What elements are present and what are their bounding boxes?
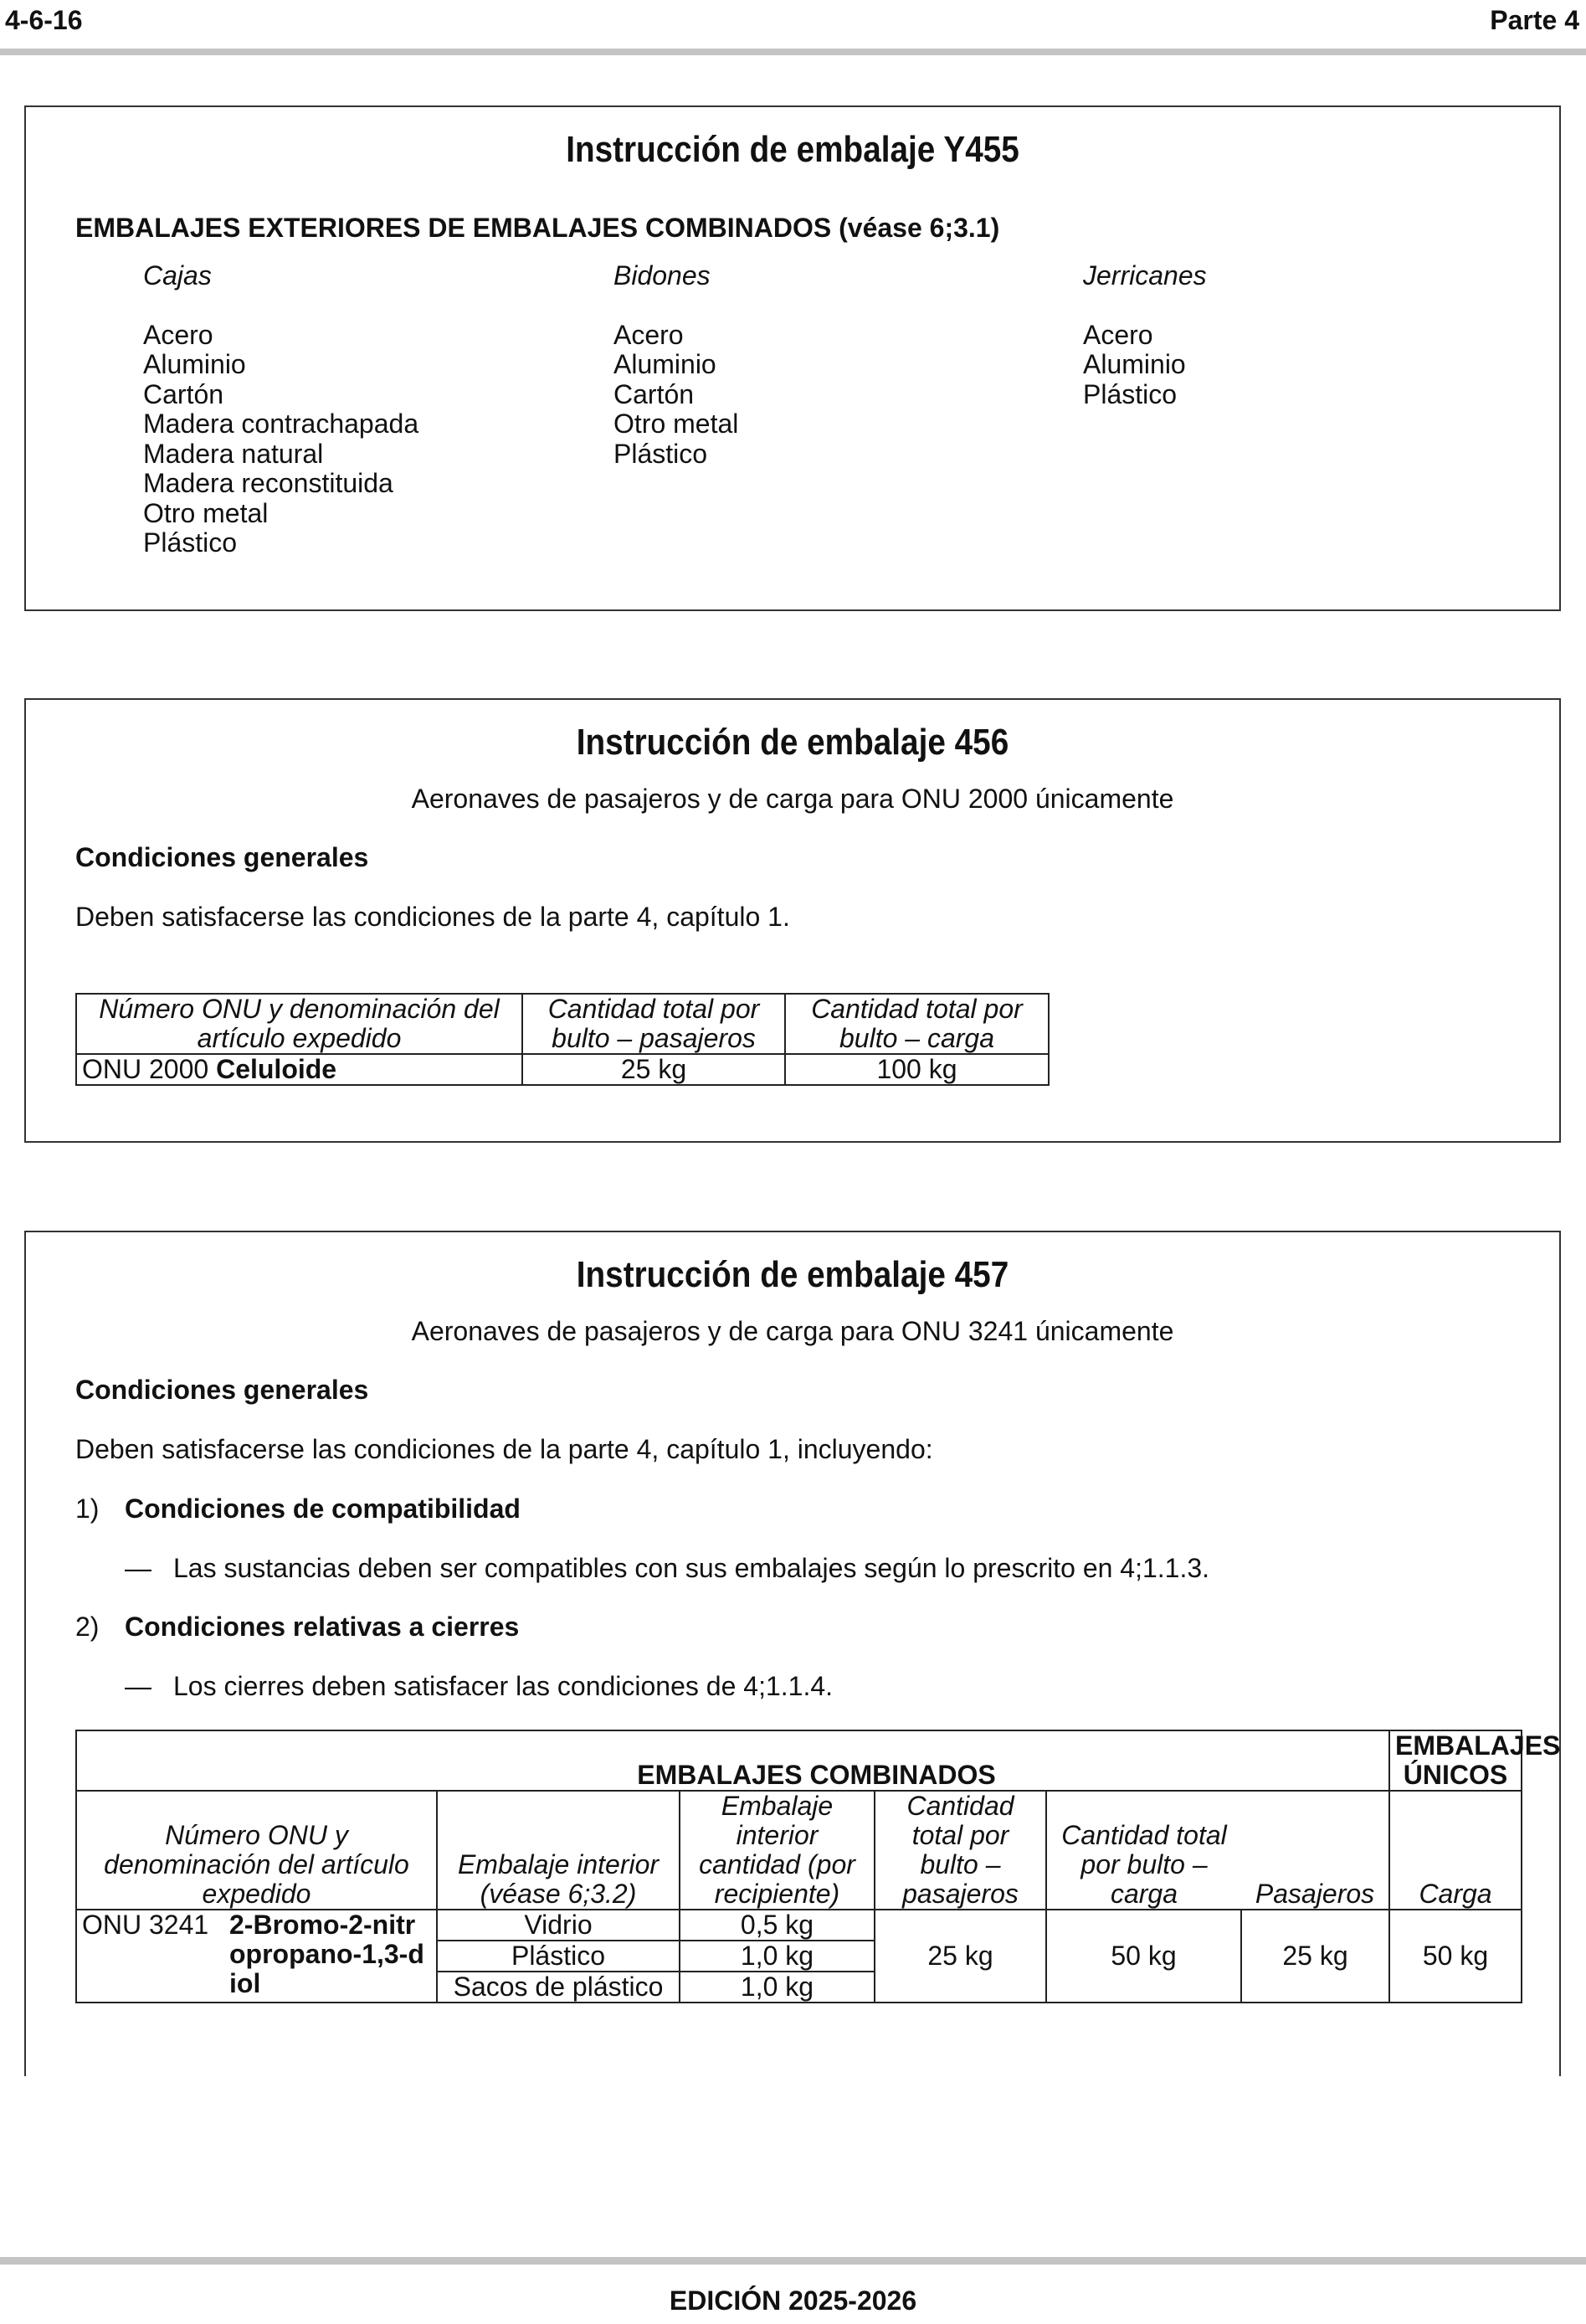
header-qty-cargo: Cantidad total por bulto – carga [785, 994, 1049, 1054]
list-item: Plástico [143, 527, 238, 558]
header-qty-passenger: Cantidad total por bulto – pasajeros [875, 1791, 1046, 1910]
group-single-header: EMBALAJES ÚNICOS [1389, 1730, 1522, 1791]
p457-item-heading: Condiciones relativas a cierres [125, 1612, 520, 1642]
table-group-row [76, 1730, 1522, 1791]
header-qty-cargo: Cantidad total por bulto – carga [1046, 1791, 1241, 1910]
packing-instruction-y455 [24, 105, 1561, 611]
p457-item-text: Los cierres deben satisfacer las condiciones de 4;1.1.4. [173, 1671, 834, 1701]
substance-name: 2-Bromo-2-nitropropano-1,3-diol [229, 1910, 424, 1998]
p457-packaging-table [75, 1730, 1561, 2003]
cell-qty-cargo: 100 kg [785, 1054, 1049, 1085]
edition-footer: EDICIÓN 2025-2026 [669, 2285, 917, 2316]
list-item: Cartón [143, 378, 224, 409]
p457-item-number: 2) [75, 1612, 100, 1642]
header-inner-quantity: Embalaje interior cantidad (por recipiente) [680, 1791, 875, 1910]
footer-rule [0, 2257, 1586, 2265]
list-item: Aluminio [1083, 349, 1186, 379]
cell-qty-passenger: 25 kg [522, 1054, 785, 1085]
packing-instruction-456 [24, 698, 1561, 1143]
un-number: ONU 2000 [82, 1054, 209, 1084]
list-item: Aluminio [613, 349, 716, 379]
p457-item-text: Las sustancias deben ser compatibles con sus embalajes según lo prescrito en 4;1.1.3. [173, 1553, 1210, 1583]
y455-column-drums [613, 261, 738, 469]
table-row [76, 1054, 1049, 1085]
cell-single-cargo: 50 kg [1389, 1910, 1522, 2003]
list-item: Otro metal [143, 497, 269, 528]
p457-title: Instrucción de embalaje 457 [576, 1254, 1009, 1295]
cell-qty-passenger: 25 kg [875, 1910, 1046, 2003]
list-item: Madera natural [143, 438, 324, 469]
cell-inner-qty: 1,0 kg [680, 1972, 875, 2003]
header-un-number: Número ONU y denominación del artículo expedido [76, 1791, 437, 1910]
cell-inner-material: Vidrio [437, 1910, 680, 1941]
y455-title: Instrucción de embalaje Y455 [566, 129, 1019, 170]
table-header-row [76, 994, 1049, 1054]
p457-general-heading: Condiciones generales [75, 1375, 369, 1405]
y455-column-boxes [143, 261, 418, 558]
list-item: Acero [143, 319, 213, 350]
un-number: ONU 3241 [82, 1910, 209, 1940]
y455-column-jerricans [1083, 261, 1207, 409]
list-item: Otro metal [613, 409, 739, 439]
cell-inner-qty: 0,5 kg [680, 1910, 875, 1941]
column-heading: Bidones [613, 260, 711, 290]
p456-general-heading: Condiciones generales [75, 842, 369, 872]
cell-un-name [76, 1054, 522, 1085]
list-item: Aluminio [143, 349, 246, 379]
header-inner-packaging: Embalaje interior (véase 6;3.2) [437, 1791, 680, 1910]
p456-subtitle: Aeronaves de pasajeros y de carga para ONU 2000 únicamente [411, 784, 1174, 814]
cell-inner-material: Sacos de plástico [437, 1972, 680, 2003]
page-number: 4-6-16 [5, 5, 83, 35]
list-item: Cartón [613, 378, 695, 409]
cell-inner-qty: 1,0 kg [680, 1941, 875, 1972]
cell-qty-cargo: 50 kg [1046, 1910, 1241, 2003]
p457-item-heading: Condiciones de compatibilidad [125, 1494, 521, 1524]
list-item: Madera contrachapada [143, 409, 419, 439]
group-combined-header: EMBALAJES COMBINADOS [437, 1730, 1389, 1791]
p457-general-text: Deben satisfacerse las condiciones de la parte 4, capítulo 1, incluyendo: [75, 1434, 933, 1464]
list-item: Madera reconstituida [143, 468, 393, 498]
p456-title: Instrucción de embalaje 456 [576, 722, 1009, 763]
header-single-passenger: Pasajeros [1241, 1791, 1389, 1910]
column-heading: Jerricanes [1083, 260, 1207, 290]
y455-section-heading: EMBALAJES EXTERIORES DE EMBALAJES COMBINADOS (véase 6;3.1) [75, 213, 1000, 243]
packing-instruction-457 [24, 1231, 1561, 2076]
table-row [76, 1910, 1522, 1941]
substance-name: Celuloide [216, 1054, 337, 1084]
p457-item-dash: — [125, 1671, 151, 1701]
p457-subtitle: Aeronaves de pasajeros y de carga para ONU 3241 únicamente [411, 1316, 1174, 1346]
p456-general-text: Deben satisfacerse las condiciones de la parte 4, capítulo 1. [75, 902, 790, 932]
part-label: Parte 4 [1490, 5, 1579, 35]
header-qty-passenger: Cantidad total por bulto – pasajeros [522, 994, 785, 1054]
p457-item-number: 1) [75, 1494, 100, 1524]
list-item: Acero [1083, 319, 1153, 350]
header-single-cargo: Carga [1389, 1791, 1522, 1910]
cell-un-name [76, 1910, 437, 2003]
list-item: Plástico [1083, 378, 1178, 409]
cell-single-passenger: 25 kg [1241, 1910, 1389, 2003]
group-blank [76, 1730, 437, 1791]
cell-inner-material: Plástico [437, 1941, 680, 1972]
column-heading: Cajas [143, 260, 212, 290]
header-rule [0, 49, 1586, 55]
p457-item-dash: — [125, 1553, 151, 1583]
list-item: Plástico [613, 438, 708, 469]
p456-quantity-table [75, 993, 1050, 1086]
list-item: Acero [613, 319, 684, 350]
table-header-row [76, 1791, 1522, 1910]
header-un-number: Número ONU y denominación del artículo expedido [76, 994, 522, 1054]
